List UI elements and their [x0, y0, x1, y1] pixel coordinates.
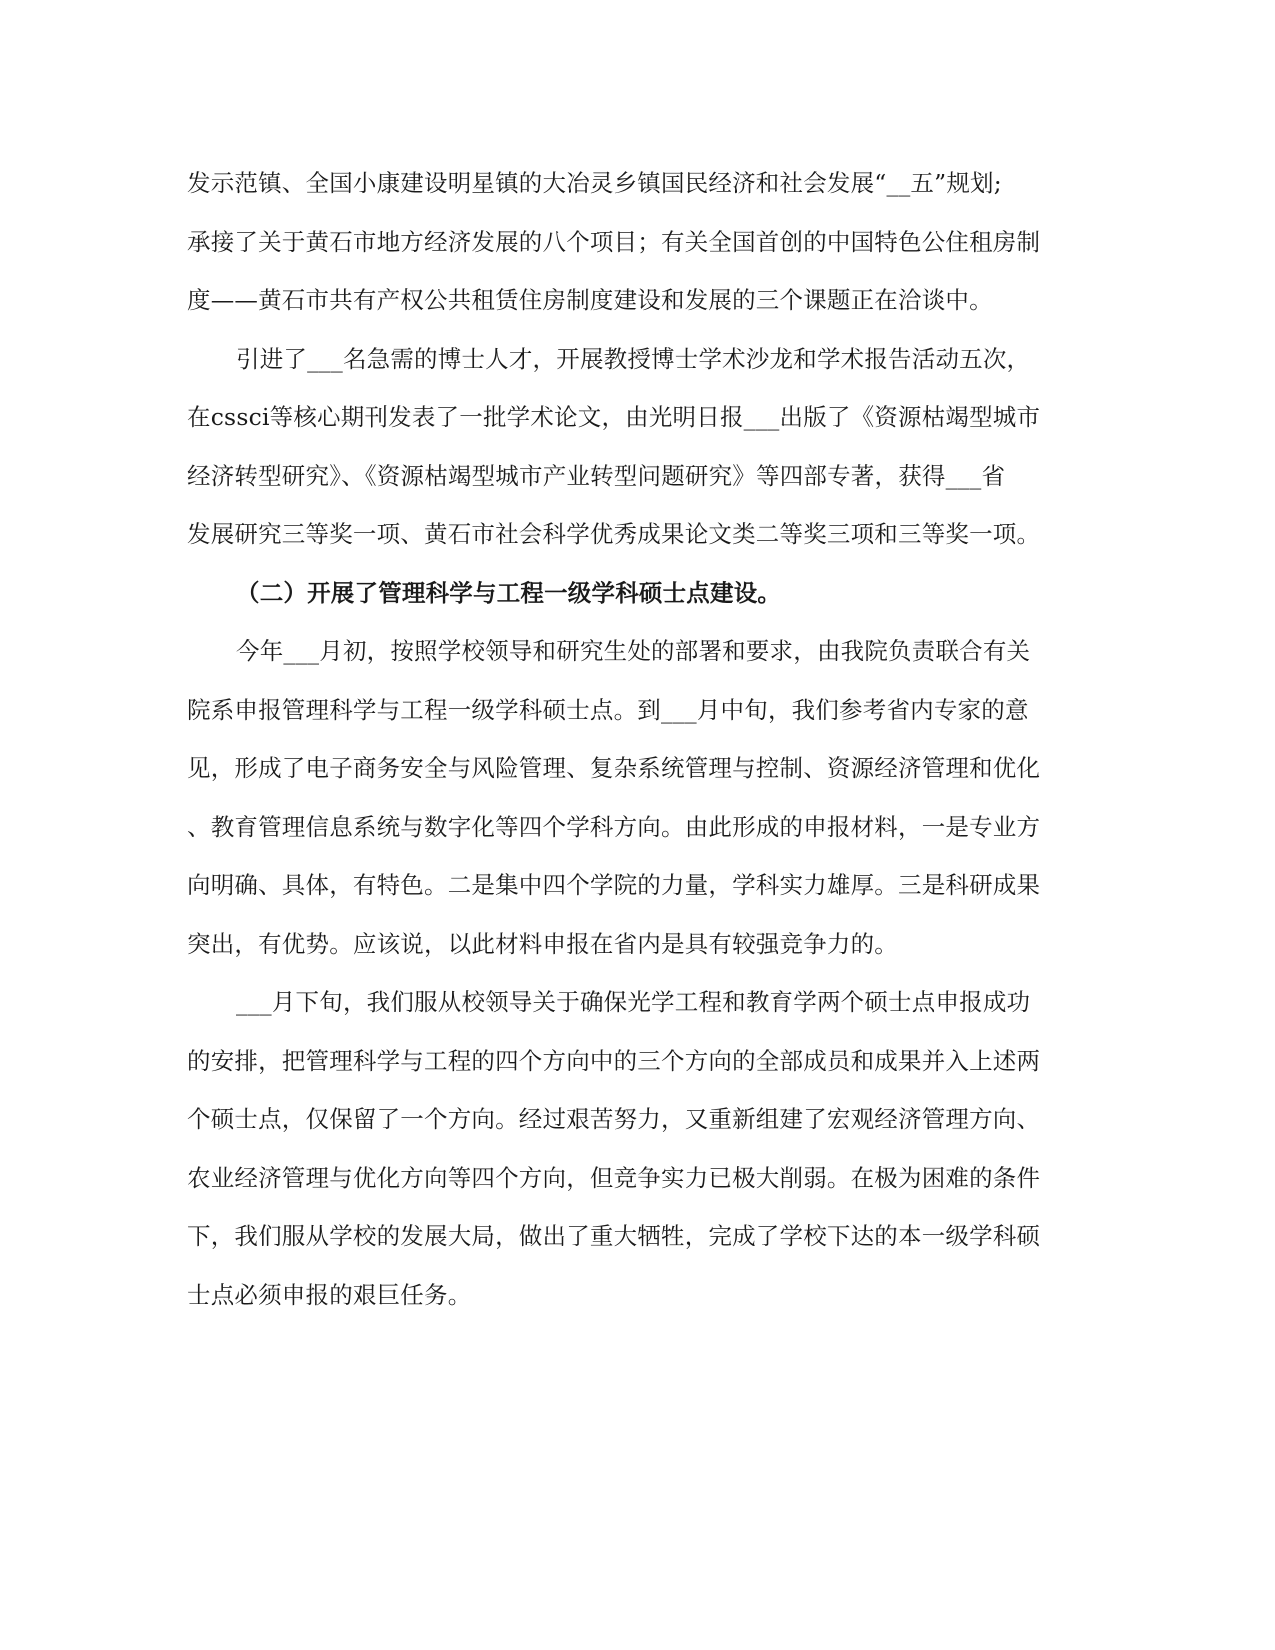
section-heading: （二）开展了管理科学与工程一级学科硕士点建设。 — [236, 579, 782, 607]
paragraph-4-line-3: 个硕士点，仅保留了一个方向。经过艰苦努力，又重新组建了宏观经济管理方向、 — [187, 1105, 1041, 1133]
paragraph-4-line-2: 的安排，把管理科学与工程的四个方向中的三个方向的全部成员和成果并入上述两 — [187, 1047, 1041, 1075]
paragraph-3-line-6: 突出，有优势。应该说，以此材料申报在省内是具有较强竞争力的。 — [187, 930, 898, 958]
paragraph-2-line-4: 发展研究三等奖一项、黄石市社会科学优秀成果论文类二等奖三项和三等奖一项。 — [187, 520, 1041, 548]
paragraph-1-line-1: 发示范镇、全国小康建设明星镇的大冶灵乡镇国民经济和社会发展“__五”规划; — [187, 169, 1002, 197]
paragraph-4-line-1: ___月下旬，我们服从校领导关于确保光学工程和教育学两个硕士点申报成功 — [236, 988, 1031, 1016]
paragraph-2-line-1: 引进了___名急需的博士人才，开展教授博士学术沙龙和学术报告活动五次， — [236, 345, 1031, 373]
paragraph-3-line-4: 、教育管理信息系统与数字化等四个学科方向。由此形成的申报材料，一是专业方 — [187, 813, 1041, 841]
paragraph-3-line-2: 院系申报管理科学与工程一级学科硕士点。到___月中旬，我们参考省内专家的意 — [187, 696, 1029, 724]
paragraph-4-line-5: 下，我们服从学校的发展大局，做出了重大牺牲，完成了学校下达的本一级学科硕 — [187, 1222, 1041, 1250]
paragraph-3-line-1: 今年___月初，按照学校领导和研究生处的部署和要求，由我院负责联合有关 — [236, 637, 1031, 665]
paragraph-3-line-5: 向明确、具体，有特色。二是集中四个学院的力量，学科实力雄厚。三是科研成果 — [187, 871, 1041, 899]
paragraph-1-line-3: 度——黄石市共有产权公共租赁住房制度建设和发展的三个课题正在洽谈中。 — [187, 286, 993, 314]
paragraph-1-line-2: 承接了关于黄石市地方经济发展的八个项目；有关全国首创的中国特色公住租房制 — [187, 228, 1041, 256]
paragraph-3-line-3: 见，形成了电子商务安全与风险管理、复杂系统管理与控制、资源经济管理和优化 — [187, 754, 1041, 782]
paragraph-2-line-3: 经济转型研究》、《资源枯竭型城市产业转型问题研究》等四部专著，获得___省 — [187, 462, 1006, 490]
paragraph-4-line-4: 农业经济管理与优化方向等四个方向，但竞争实力已极大削弱。在极为困难的条件 — [187, 1164, 1041, 1192]
paragraph-2-line-2: 在cssci等核心期刊发表了一批学术论文，由光明日报___出版了《资源枯竭型城市 — [187, 403, 1041, 431]
paragraph-4-line-6: 士点必须申报的艰巨任务。 — [187, 1281, 472, 1309]
